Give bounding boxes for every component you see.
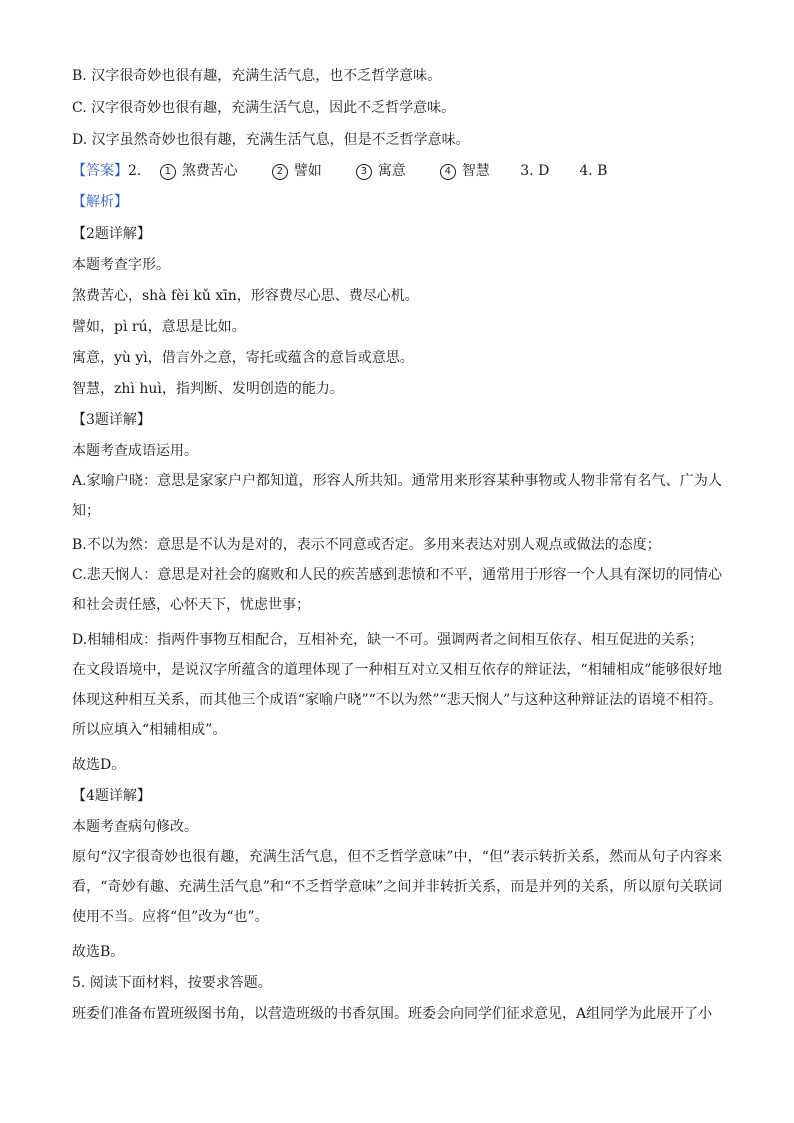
q3-option-d: D.相辅相成：指两件事物互相配合，互相补充，缺一不可。强调两者之间相互依存、相互促进的关系； <box>72 632 704 648</box>
answer-q4: 4. B <box>579 163 608 179</box>
q4-choice: 故选B。 <box>72 944 125 960</box>
answer-line <box>72 162 722 180</box>
answer-item-1: 1 煞费苦心 <box>146 162 238 180</box>
q2-line-2: 譬如，pì rú，意思是比如。 <box>72 319 246 335</box>
answer-item-3: 3 寓意 <box>342 162 406 180</box>
q4-body: 原句“汉字很奇妙也很有趣，充满生活气息，但不乏哲学意味”中，“但”表示转折关系，然而从句子内容来看，“奇妙有趣、充满生活气息”和“不乏哲学意味”之间并非转折关系，而是并列的关系，所以原句关联词使用不当。应将“但”改为“也”。 <box>72 849 722 925</box>
q2-heading: 【2题详解】 <box>72 226 151 242</box>
answer-q2-number: 2. <box>128 163 142 179</box>
q5-title: 5. 阅读下面材料，按要求答题。 <box>72 975 272 991</box>
answer-q3: 3. D <box>520 163 550 179</box>
q2-line-3: 寓意，yù yì，借言外之意，寄托或蕴含的意旨或意思。 <box>72 350 414 366</box>
q3-heading: 【3题详解】 <box>72 412 151 428</box>
option-d: D. 汉字虽然奇妙也很有趣，充满生活气息，但是不乏哲学意味。 <box>72 132 470 148</box>
circled-number: 3 <box>356 164 372 180</box>
q4-heading: 【4题详解】 <box>72 788 151 804</box>
q5-text: 班委们准备布置班级图书角，以营造班级的书香氛围。班委会向同学们征求意见，A组同学为此展开了小 <box>72 1006 713 1022</box>
q3-choice: 故选D。 <box>72 757 126 773</box>
answer-label: 【答案】 <box>72 163 128 179</box>
q3-intro: 本题考查成语运用。 <box>72 443 198 459</box>
q2-intro: 本题考查字形。 <box>72 257 170 273</box>
circled-number: 1 <box>160 164 176 180</box>
option-c: C. 汉字很奇妙也很有趣，充满生活气息，因此不乏哲学意味。 <box>72 100 456 116</box>
circled-number: 4 <box>440 164 456 180</box>
q4-intro: 本题考查病句修改。 <box>72 819 198 835</box>
q3-option-c: C.悲天悯人：意思是对社会的腐败和人民的疾苦感到悲愤和不平，通常用于形容一个人具有深切的同情心和社会责任感，心怀天下，忧虑世事； <box>72 567 722 613</box>
circled-number: 2 <box>272 164 288 180</box>
q3-option-a: A.家喻户晓：意思是家家户户都知道，形容人所共知。通常用来形容某种事物或人物非常有名气、广为人知； <box>72 473 722 519</box>
analysis-label: 【解析】 <box>72 194 128 210</box>
q2-line-1: 煞费苦心，shà fèi kǔ xīn，形容费尽心思、费尽心机。 <box>72 288 419 304</box>
q3-conclusion: 在文段语境中，是说汉字所蕴含的道理体现了一种相互对立又相互依存的辩证法，“相辅相成”能够很好地体现这种相互关系，而其他三个成语“家喻户晓”“不以为然”“悲天悯人”与这种这种辩证法的语境不相符。所以应填入“相辅相成”。 <box>72 662 722 738</box>
q2-line-4: 智慧，zhì huì，指判断、发明创造的能力。 <box>72 381 344 397</box>
option-b: B. 汉字很奇妙也很有趣，充满生活气息，也不乏哲学意味。 <box>72 68 442 84</box>
answer-item-4: 4 智慧 <box>426 162 490 180</box>
answer-item-2: 2 譬如 <box>258 162 322 180</box>
q3-option-b: B.不以为然：意思是不认为是对的，表示不同意或否定。多用来表达对别人观点或做法的态度； <box>72 537 661 553</box>
